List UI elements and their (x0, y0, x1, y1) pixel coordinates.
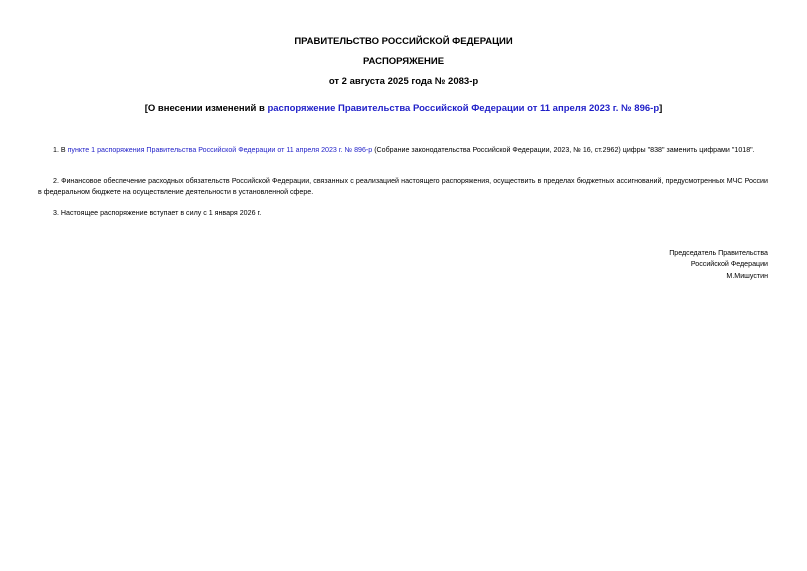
document-title (0, 103, 807, 114)
paragraph-3: 3. Настоящее распоряжение вступает в силу с 1 января 2026 г. (53, 209, 262, 217)
document-type: РАСПОРЯЖЕНИЕ (362, 56, 445, 67)
signature-position: Председатель Правительства (669, 249, 768, 257)
paragraph-1 (38, 145, 768, 156)
title-close-bracket: ] (659, 103, 663, 114)
paragraph-2: 2. Финансовое обеспечение расходных обязательств Российской Федерации, связанных с реализацией настоящего распоряжения, осуществить в пределах бюджетных ассигнований, предусмотренных МЧС России в федеральном бюджете на осуществление деятельности в установленной сфере. (38, 177, 768, 196)
paragraph-1-suffix: (Собрание законодательства Российской Федерации, 2023, № 16, ст.2962) цифры "838" заменить цифрами "1018". (372, 146, 755, 154)
paragraph-1-prefix: 1. В (53, 146, 68, 154)
document-date-number: от 2 августа 2025 года № 2083-р (328, 76, 479, 87)
paragraph-1-order-link[interactable]: пункте 1 распоряжения Правительства Российской Федерации от 11 апреля 2023 г. № 896-р (67, 146, 373, 154)
signature-name: М.Мишустин (726, 271, 768, 280)
signature-country: Российской Федерации (690, 260, 768, 269)
title-open-bracket: [ (144, 103, 148, 114)
title-prefix: О внесении изменений в (147, 103, 268, 114)
issuing-authority: ПРАВИТЕЛЬСТВО РОССИЙСКОЙ ФЕДЕРАЦИИ (294, 36, 513, 47)
title-amended-order-link[interactable]: распоряжение Правительства Российской Федерации от 11 апреля 2023 г. № 896-р (267, 103, 660, 114)
signature-block (669, 248, 768, 282)
